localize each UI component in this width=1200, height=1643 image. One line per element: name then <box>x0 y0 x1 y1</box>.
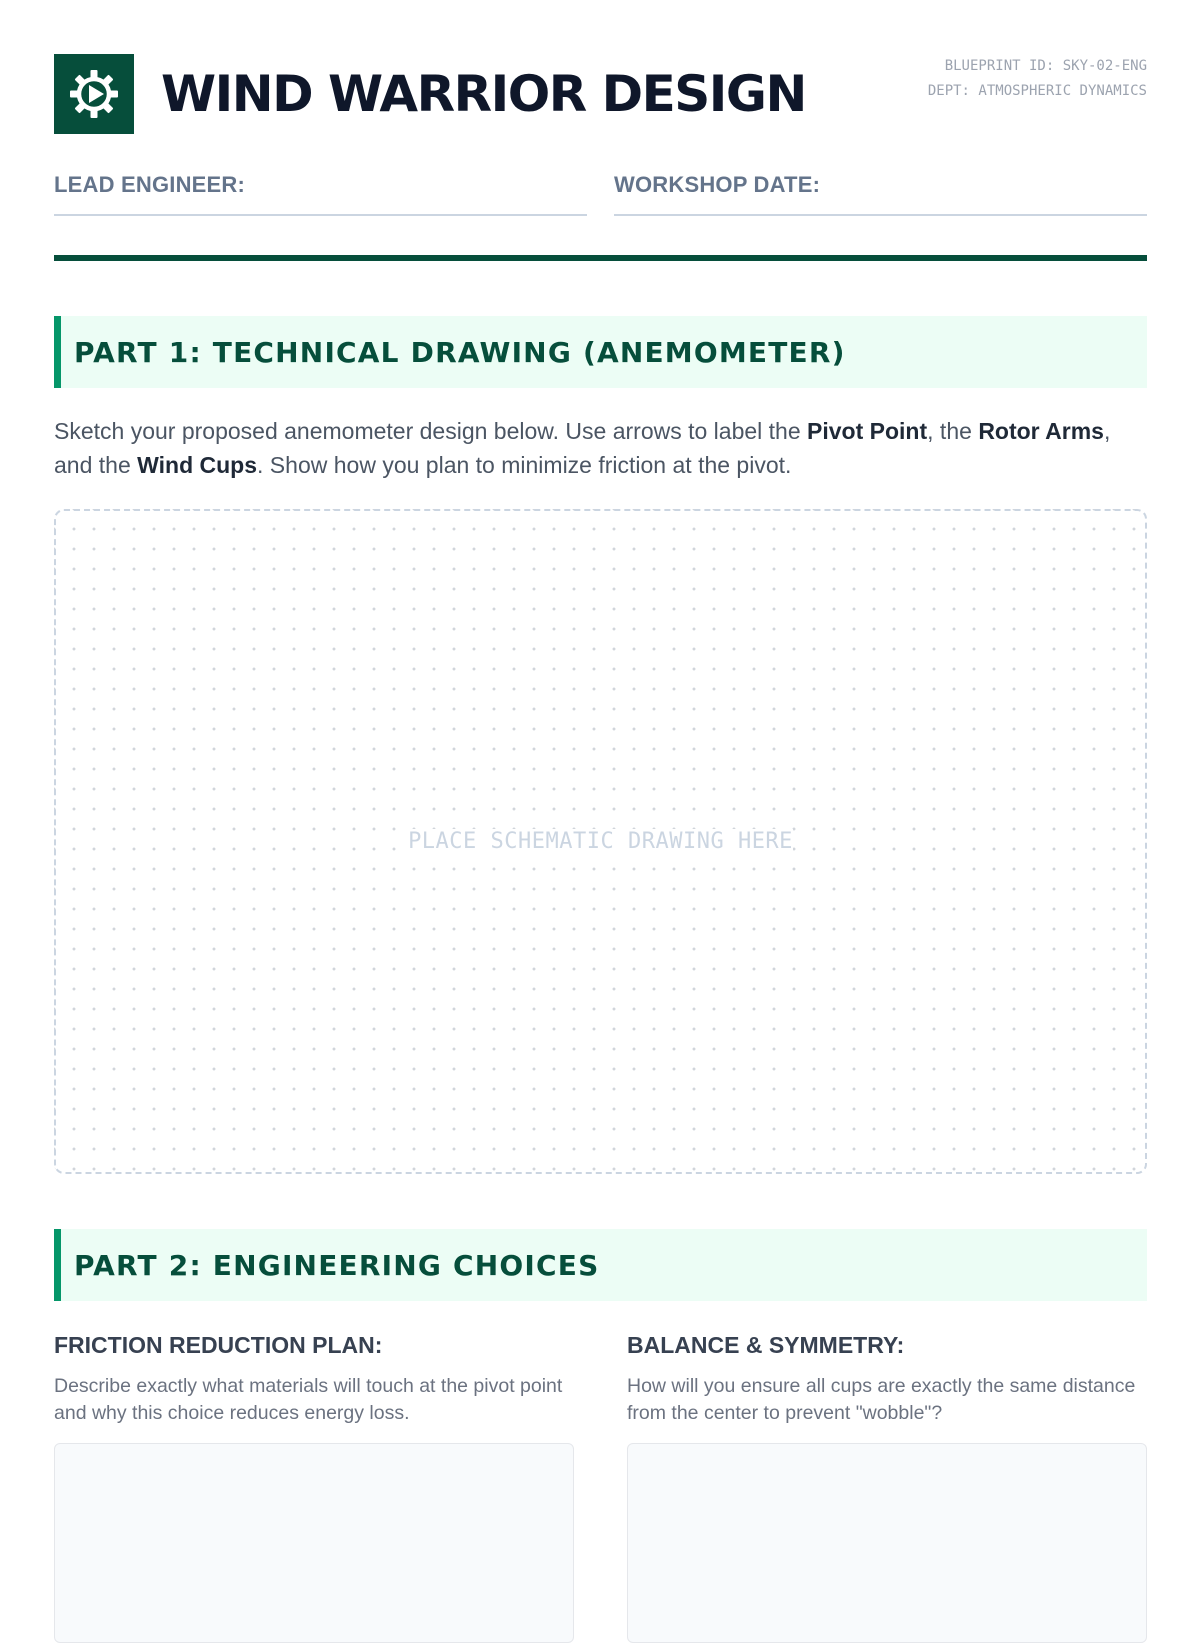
friction-question-description: Describe exactly what materials will touch at the pivot point and why this choice reduces energy loss. <box>54 1375 563 1424</box>
friction-question-title: FRICTION REDUCTION PLAN: <box>54 1332 383 1358</box>
wind-cups-term: Wind Cups <box>137 452 258 478</box>
department-label: DEPT: ATMOSPHERIC DYNAMICS <box>927 83 1147 99</box>
part1-heading: PART 1: TECHNICAL DRAWING (ANEMOMETER) <box>74 335 846 369</box>
part1-header <box>54 316 1147 388</box>
blueprint-id: BLUEPRINT ID: SKY-02-ENG <box>944 58 1147 74</box>
info-fields <box>54 170 1147 216</box>
instruction-text-4: . Show how you plan to minimize friction at the pivot. <box>257 452 792 478</box>
lead-engineer-label: LEAD ENGINEER: <box>54 172 246 197</box>
workshop-date-field[interactable] <box>614 170 1147 216</box>
friction-question <box>54 1329 574 1427</box>
balance-answer-box[interactable] <box>627 1443 1147 1643</box>
worksheet-page <box>54 0 1147 1600</box>
pivot-point-term: Pivot Point <box>807 418 928 444</box>
schematic-drawing-area[interactable] <box>54 509 1147 1174</box>
balance-question <box>627 1329 1147 1427</box>
gear-play-icon <box>68 68 120 120</box>
lead-engineer-field[interactable] <box>54 170 587 216</box>
balance-question-description: How will you ensure all cups are exactly the same distance from the center to prevent "wobble"? <box>627 1375 1136 1424</box>
friction-answer-box[interactable] <box>54 1443 574 1643</box>
drawing-placeholder: PLACE SCHEMATIC DRAWING HERE <box>408 829 793 854</box>
header <box>54 54 1147 134</box>
instruction-text-3: , and the <box>54 418 1111 478</box>
page-title: WIND WARRIOR DESIGN <box>161 65 806 123</box>
rotor-arms-term: Rotor Arms <box>978 418 1104 444</box>
blueprint-meta <box>928 54 1147 104</box>
part2-header <box>54 1229 1147 1301</box>
logo-badge <box>54 54 134 134</box>
instruction-text-2: , the <box>927 418 979 444</box>
workshop-date-label: WORKSHOP DATE: <box>614 172 821 197</box>
part2-heading: PART 2: ENGINEERING CHOICES <box>74 1248 600 1282</box>
instruction-text-1: Sketch your proposed anemometer design below. Use arrows to label the <box>54 418 808 444</box>
part1-instructions <box>54 414 1147 482</box>
header-divider <box>54 255 1147 261</box>
balance-question-title: BALANCE & SYMMETRY: <box>627 1332 905 1358</box>
